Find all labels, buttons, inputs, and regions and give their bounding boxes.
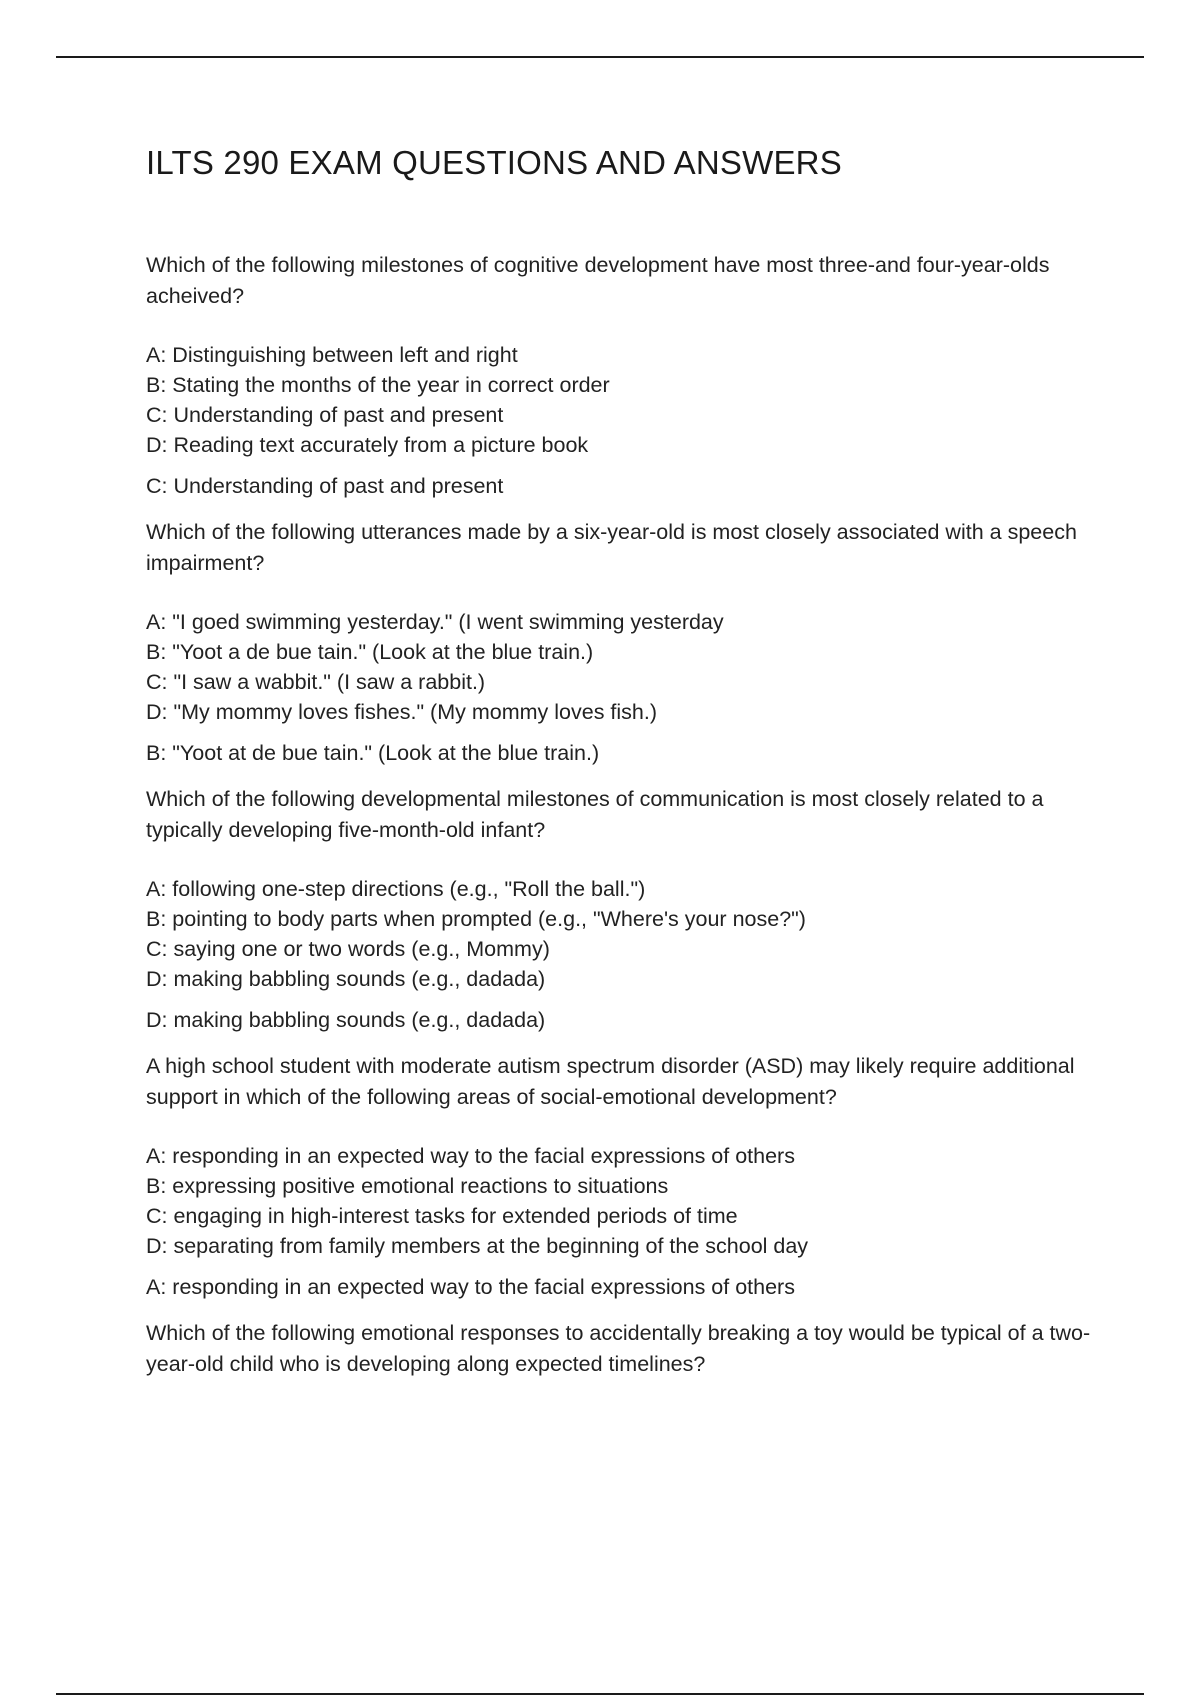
- option-a: A: responding in an expected way to the facial expressions of others: [146, 1144, 795, 1168]
- answer-text: A: responding in an expected way to the facial expressions of others: [146, 1275, 795, 1299]
- qa-item-1: [146, 250, 1106, 502]
- qa-item-5: [146, 1318, 1106, 1380]
- qa-item-4: [146, 1051, 1106, 1303]
- option-list: [146, 340, 1106, 460]
- qa-item-3: [146, 784, 1106, 1036]
- qa-item-2: [146, 517, 1106, 769]
- option-list: [146, 1141, 1106, 1261]
- option-b: B: Stating the months of the year in correct order: [146, 373, 610, 397]
- option-c: C: saying one or two words (e.g., Mommy): [146, 937, 550, 961]
- option-b: B: expressing positive emotional reactions to situations: [146, 1174, 669, 1198]
- question-text: Which of the following utterances made by a six-year-old is most closely associated with a speech impairment?: [146, 520, 1077, 575]
- option-a: A: Distinguishing between left and right: [146, 343, 518, 367]
- question-text: Which of the following developmental milestones of communication is most closely related to a typically developing five-month-old infant?: [146, 787, 1044, 842]
- answer-text: D: making babbling sounds (e.g., dadada): [146, 1008, 546, 1032]
- question-text: Which of the following milestones of cognitive development have most three-and four-year-olds acheived?: [146, 253, 1050, 308]
- answer-text: B: "Yoot at de bue tain." (Look at the blue train.): [146, 741, 600, 765]
- qa-list: [146, 250, 1106, 1408]
- option-d: D: separating from family members at the beginning of the school day: [146, 1234, 809, 1258]
- top-rule: [56, 56, 1144, 58]
- option-d: D: "My mommy loves fishes." (My mommy loves fish.): [146, 700, 658, 724]
- option-list: [146, 607, 1106, 727]
- document-title: ILTS 290 EXAM QUESTIONS AND ANSWERS: [146, 144, 842, 181]
- question-text: A high school student with moderate autism spectrum disorder (ASD) may likely require additional support in which of the following areas of social-emotional development?: [146, 1054, 1075, 1109]
- option-d: D: Reading text accurately from a picture book: [146, 433, 589, 457]
- option-c: C: "I saw a wabbit." (I saw a rabbit.): [146, 670, 486, 694]
- question-text: Which of the following emotional responses to accidentally breaking a toy would be typical of a two-year-old child who is developing along expected timelines?: [146, 1321, 1091, 1376]
- option-b: B: pointing to body parts when prompted (e.g., "Where's your nose?"): [146, 907, 806, 931]
- option-a: A: "I goed swimming yesterday." (I went swimming yesterday: [146, 610, 724, 634]
- option-d: D: making babbling sounds (e.g., dadada): [146, 967, 546, 991]
- option-list: [146, 874, 1106, 994]
- option-a: A: following one-step directions (e.g., "Roll the ball."): [146, 877, 646, 901]
- bottom-rule: [56, 1693, 1144, 1695]
- option-c: C: Understanding of past and present: [146, 403, 504, 427]
- option-b: B: "Yoot a de bue tain." (Look at the blue train.): [146, 640, 594, 664]
- answer-text: C: Understanding of past and present: [146, 474, 504, 498]
- option-c: C: engaging in high-interest tasks for extended periods of time: [146, 1204, 738, 1228]
